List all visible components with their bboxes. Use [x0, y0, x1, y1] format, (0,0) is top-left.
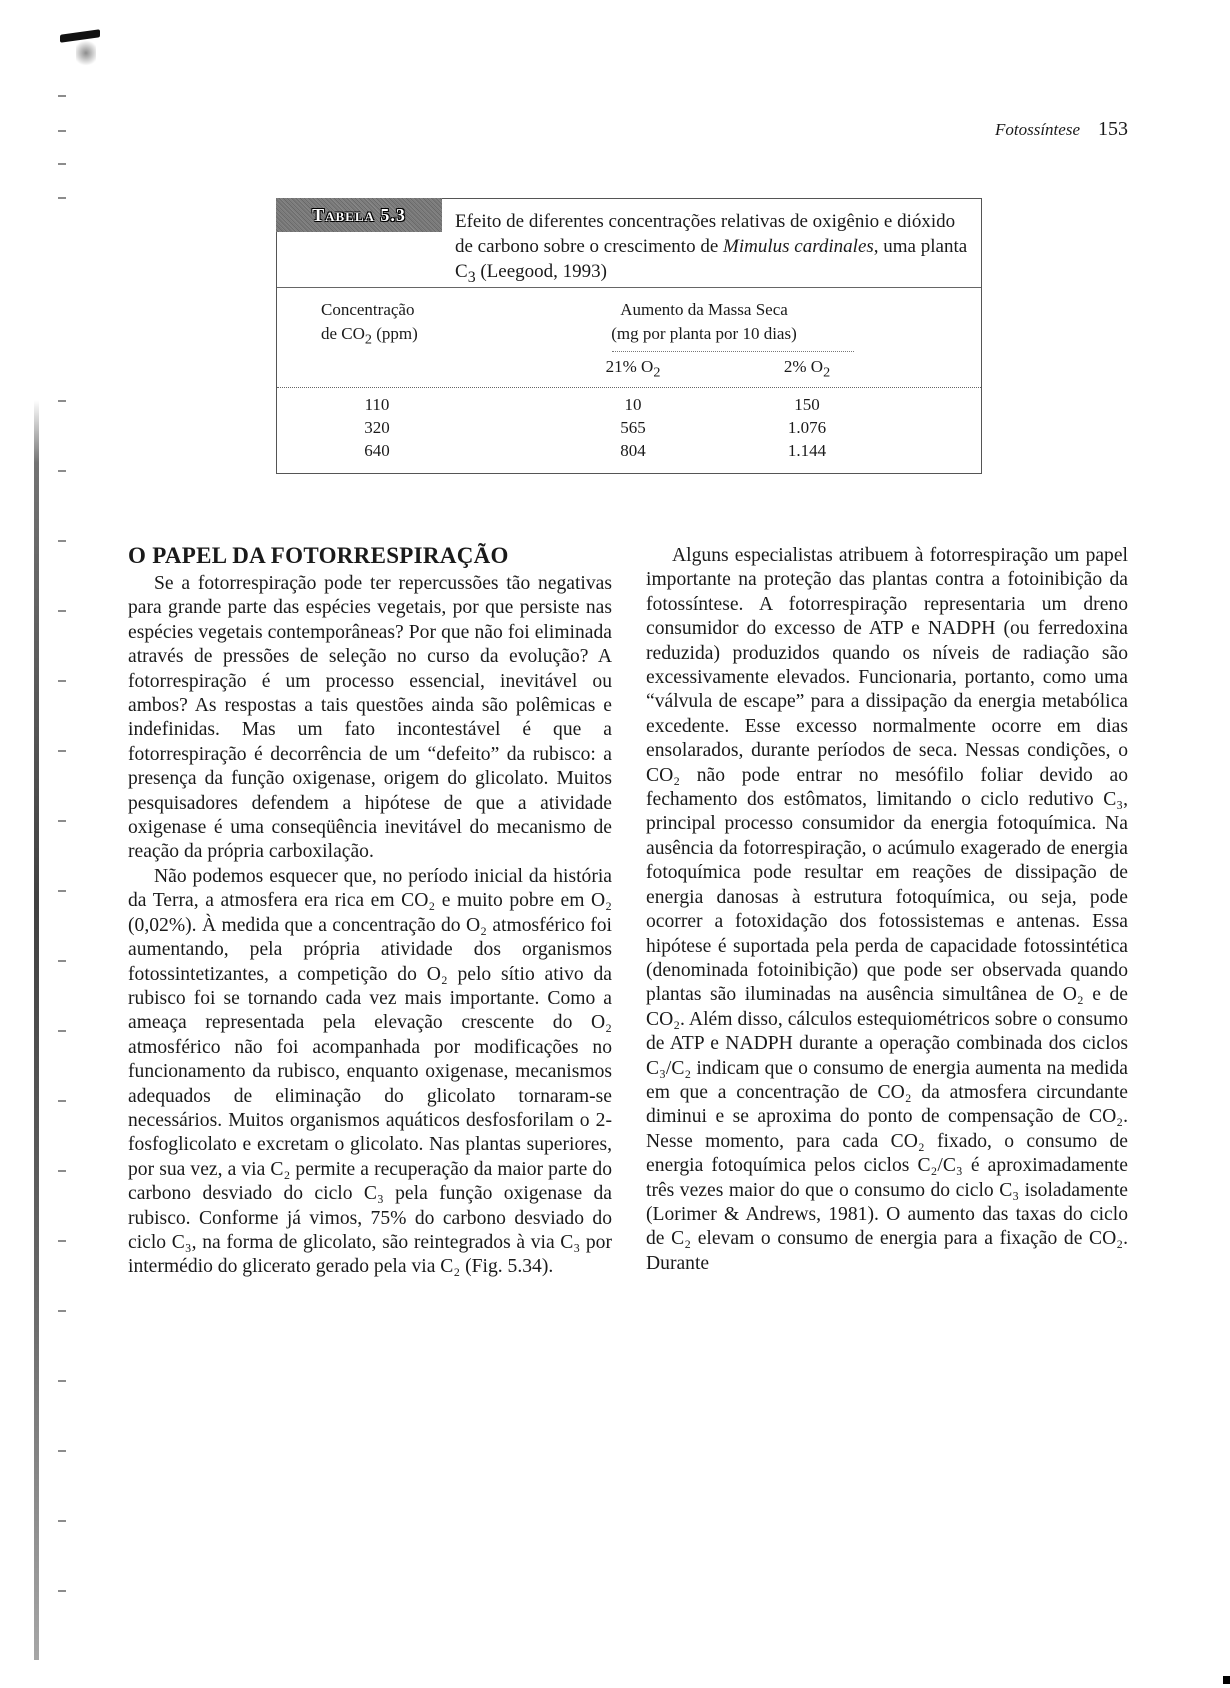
table-caption — [455, 209, 975, 290]
text: de CO — [321, 324, 365, 343]
scan-artifact-tick — [58, 470, 66, 472]
scan-artifact-tick — [58, 540, 66, 542]
scan-artifact-tick — [58, 960, 66, 962]
caption-subscript: 3 — [467, 268, 476, 286]
header-divider — [277, 387, 981, 388]
scan-artifact-tick — [58, 750, 66, 752]
scan-artifact-tick — [58, 1240, 66, 1242]
scan-artifact-tick — [58, 680, 66, 682]
cell-21-o2: 10 — [624, 395, 642, 414]
paragraph: Alguns especialistas atribuem à fotorrespiração um papel importante na proteção das plantas contra a fotoinibição da fotossíntese. A fotorrespiração representaria um dreno consumidor do excesso de ATP e NADPH (ou ferredoxina reduzida) produzidos quando os níveis de radiação são excessivamente elevados. Funcionaria, portanto, como uma “válvula de escape” para a dissipação da energia metabólica excedente. Esse excesso normalmente ocorre em dias ensolarados, durante períodos de seca. Nessas condições, o CO₂ não pode entrar no mesófilo foliar devido ao fechamento dos estômatos, limitando o ciclo redutivo C₃, principal processo consumidor da energia fotoquímica. Na ausência da fotorrespiração, o acúmulo exagerado de energia fotoquímica pode resultar em reações de dissipação de energia danosas à estrutura fotoquímica, ou seja, pode ocorrer a fotoxidação dos fotossistemas e antenas. Essa hipótese é suportada pela perda de capacidade fotossintética (denominada fotoinibição) que pode ser observada quando plantas são iluminadas na ausência simultânea de O₂ e de CO₂. Além disso, cálculos estequiométricos sobre o consumo de ATP e NADPH durante a operação combinada dos ciclos C₃/C₂ indicam que o consumo de energia aumenta na medida em que a concentração de CO₂ da atmosfera circundante diminui e se aproxima do ponto de compensação de CO₂. Nesse momento, para cada CO₂ fixado, o consumo de energia fotoquímica pelos ciclos C₂/C₃ é aproximadamente três vezes maior do que o consumo do ciclo C₃ isoladamente (Lorimer & Andrews, 1981). O aumento das taxas do ciclo de C₂ elevam o consumo de energia para a fixação de CO₂. Durante — [646, 545, 1128, 1274]
scan-artifact-tick — [58, 1100, 66, 1102]
scan-artifact-tick — [58, 1590, 66, 1592]
caption-text: (Leegood, 1993) — [475, 261, 607, 282]
cell-2-o2: 150 — [794, 395, 820, 414]
cell-21-o2: 565 — [620, 418, 646, 437]
data-table — [276, 198, 982, 474]
header-divider — [612, 351, 854, 352]
scan-artifact-binding-edge — [34, 400, 39, 1660]
scan-artifact-tick — [58, 130, 66, 132]
table-row — [277, 395, 981, 419]
cell-2-o2: 1.076 — [787, 418, 827, 437]
text: (ppm) — [372, 324, 418, 343]
column-header-line: (mg por planta por 10 dias) — [611, 324, 797, 343]
paragraph: Não podemos esquecer que, no período inicial da história da Terra, a atmosfera era rica em CO₂ e muito pobre em O₂ (0,02%). À medida que a concentração do O₂ atmosférico foi aumentando, pela própria atividade dos organismos fotossintetizantes, a competição do O₂ pelo sítio ativo da rubisco foi se tornando cada vez mais importante. Como a ameaça representada pela elevação crescente do O₂ atmosférico não foi acompanhada por modificações no funcionamento da rubisco, enquanto oxigenase, mecanismos adequados de eliminação do glicolato tornaram-se necessários. Muitos organismos aquáticos desfosforilam o 2-fosfoglicolato e excretam o glicolato. Nas plantas superiores, por sua vez, a via C₂ permite a recuperação da maior parte do carbono desviado do ciclo C₃ pela função oxigenase da rubisco. Conforme já vimos, 75% do carbono desviado do ciclo C₃, na forma de glicolato, são reintegrados à via C₃ por intermédio do glicerato gerado pela via C₂ (Fig. 5.34). — [128, 865, 612, 1278]
scan-artifact-tick — [58, 400, 66, 402]
scan-artifact-spray — [76, 38, 96, 68]
cell-co2: 110 — [364, 395, 390, 414]
scan-artifact-tick — [58, 95, 66, 97]
scan-artifact-tick — [58, 1520, 66, 1522]
scan-artifact-tick — [58, 890, 66, 892]
section-heading: O PAPEL DA FOTORRESPIRAÇÃO — [128, 543, 509, 568]
scan-artifact-tick — [58, 163, 66, 165]
cell-21-o2: 804 — [620, 441, 646, 460]
caption-divider — [277, 287, 981, 288]
cell-2-o2: 1.144 — [787, 441, 827, 460]
subscript: 2 — [823, 364, 831, 381]
page-number: 153 — [1098, 118, 1128, 140]
scan-artifact-bottom-mark — [1223, 1676, 1230, 1684]
text: 21% O — [605, 357, 654, 376]
caption-text: , uma planta C — [455, 236, 968, 282]
subheader-2-o2 — [767, 357, 847, 381]
scan-artifact-tick — [58, 197, 66, 199]
cell-co2: 640 — [364, 441, 390, 460]
subheader-21-o2 — [593, 357, 673, 381]
text: 2% O — [783, 357, 824, 376]
cell-co2: 320 — [364, 418, 390, 437]
caption-species: Mimulus cardinales — [723, 236, 874, 257]
subscript: 2 — [364, 331, 372, 348]
scan-artifact-tick — [58, 1310, 66, 1312]
subscript: 2 — [653, 364, 661, 381]
table-label: Tabela 5.3 — [276, 198, 442, 232]
scan-artifact-tick — [58, 1030, 66, 1032]
running-header-section: Fotossíntese — [995, 120, 1080, 139]
scan-artifact-tick — [58, 1170, 66, 1172]
column-header-line — [321, 322, 418, 351]
text-column-left — [128, 542, 612, 1280]
table-row — [277, 418, 981, 442]
scan-artifact-tick — [58, 610, 66, 612]
text-column-right — [646, 542, 1128, 1276]
scan-artifact-tick — [58, 820, 66, 822]
column-header-co2 — [321, 298, 418, 351]
table-row — [277, 441, 981, 465]
paragraph: Se a fotorrespiração pode ter repercussões tão negativas para grande parte das espécies vegetais, por que persiste nas espécies vegetais contemporâneas? Por que não foi eliminada através de pressões de seleção no curso da evolução? A fotorrespiração é um processo essencial, inevitável ou ambos? As respostas a tais questões ainda são polêmicas e indefinidas. Mas um fato incontestável é que a fotorrespiração é decorrência de um “defeito” da rubisco: a presença da função oxigenase, origem do glicolato. Muitos pesquisadores defendem a hipótese de que a atividade oxigenase é uma conseqüência inevitável do mecanismo de reação da própria carboxilação. — [128, 573, 612, 863]
scan-artifact-tick — [58, 1450, 66, 1452]
column-header-line: Concentração — [321, 300, 415, 319]
column-header-line: Aumento da Massa Seca — [620, 300, 788, 319]
caption-text: Efeito de diferentes concentrações relativas de oxigênio e dióxido de carbono sobre o crescimento de — [455, 211, 956, 257]
scan-artifact-tick — [58, 1380, 66, 1382]
column-header-mass — [569, 298, 839, 346]
running-header — [995, 118, 1128, 141]
